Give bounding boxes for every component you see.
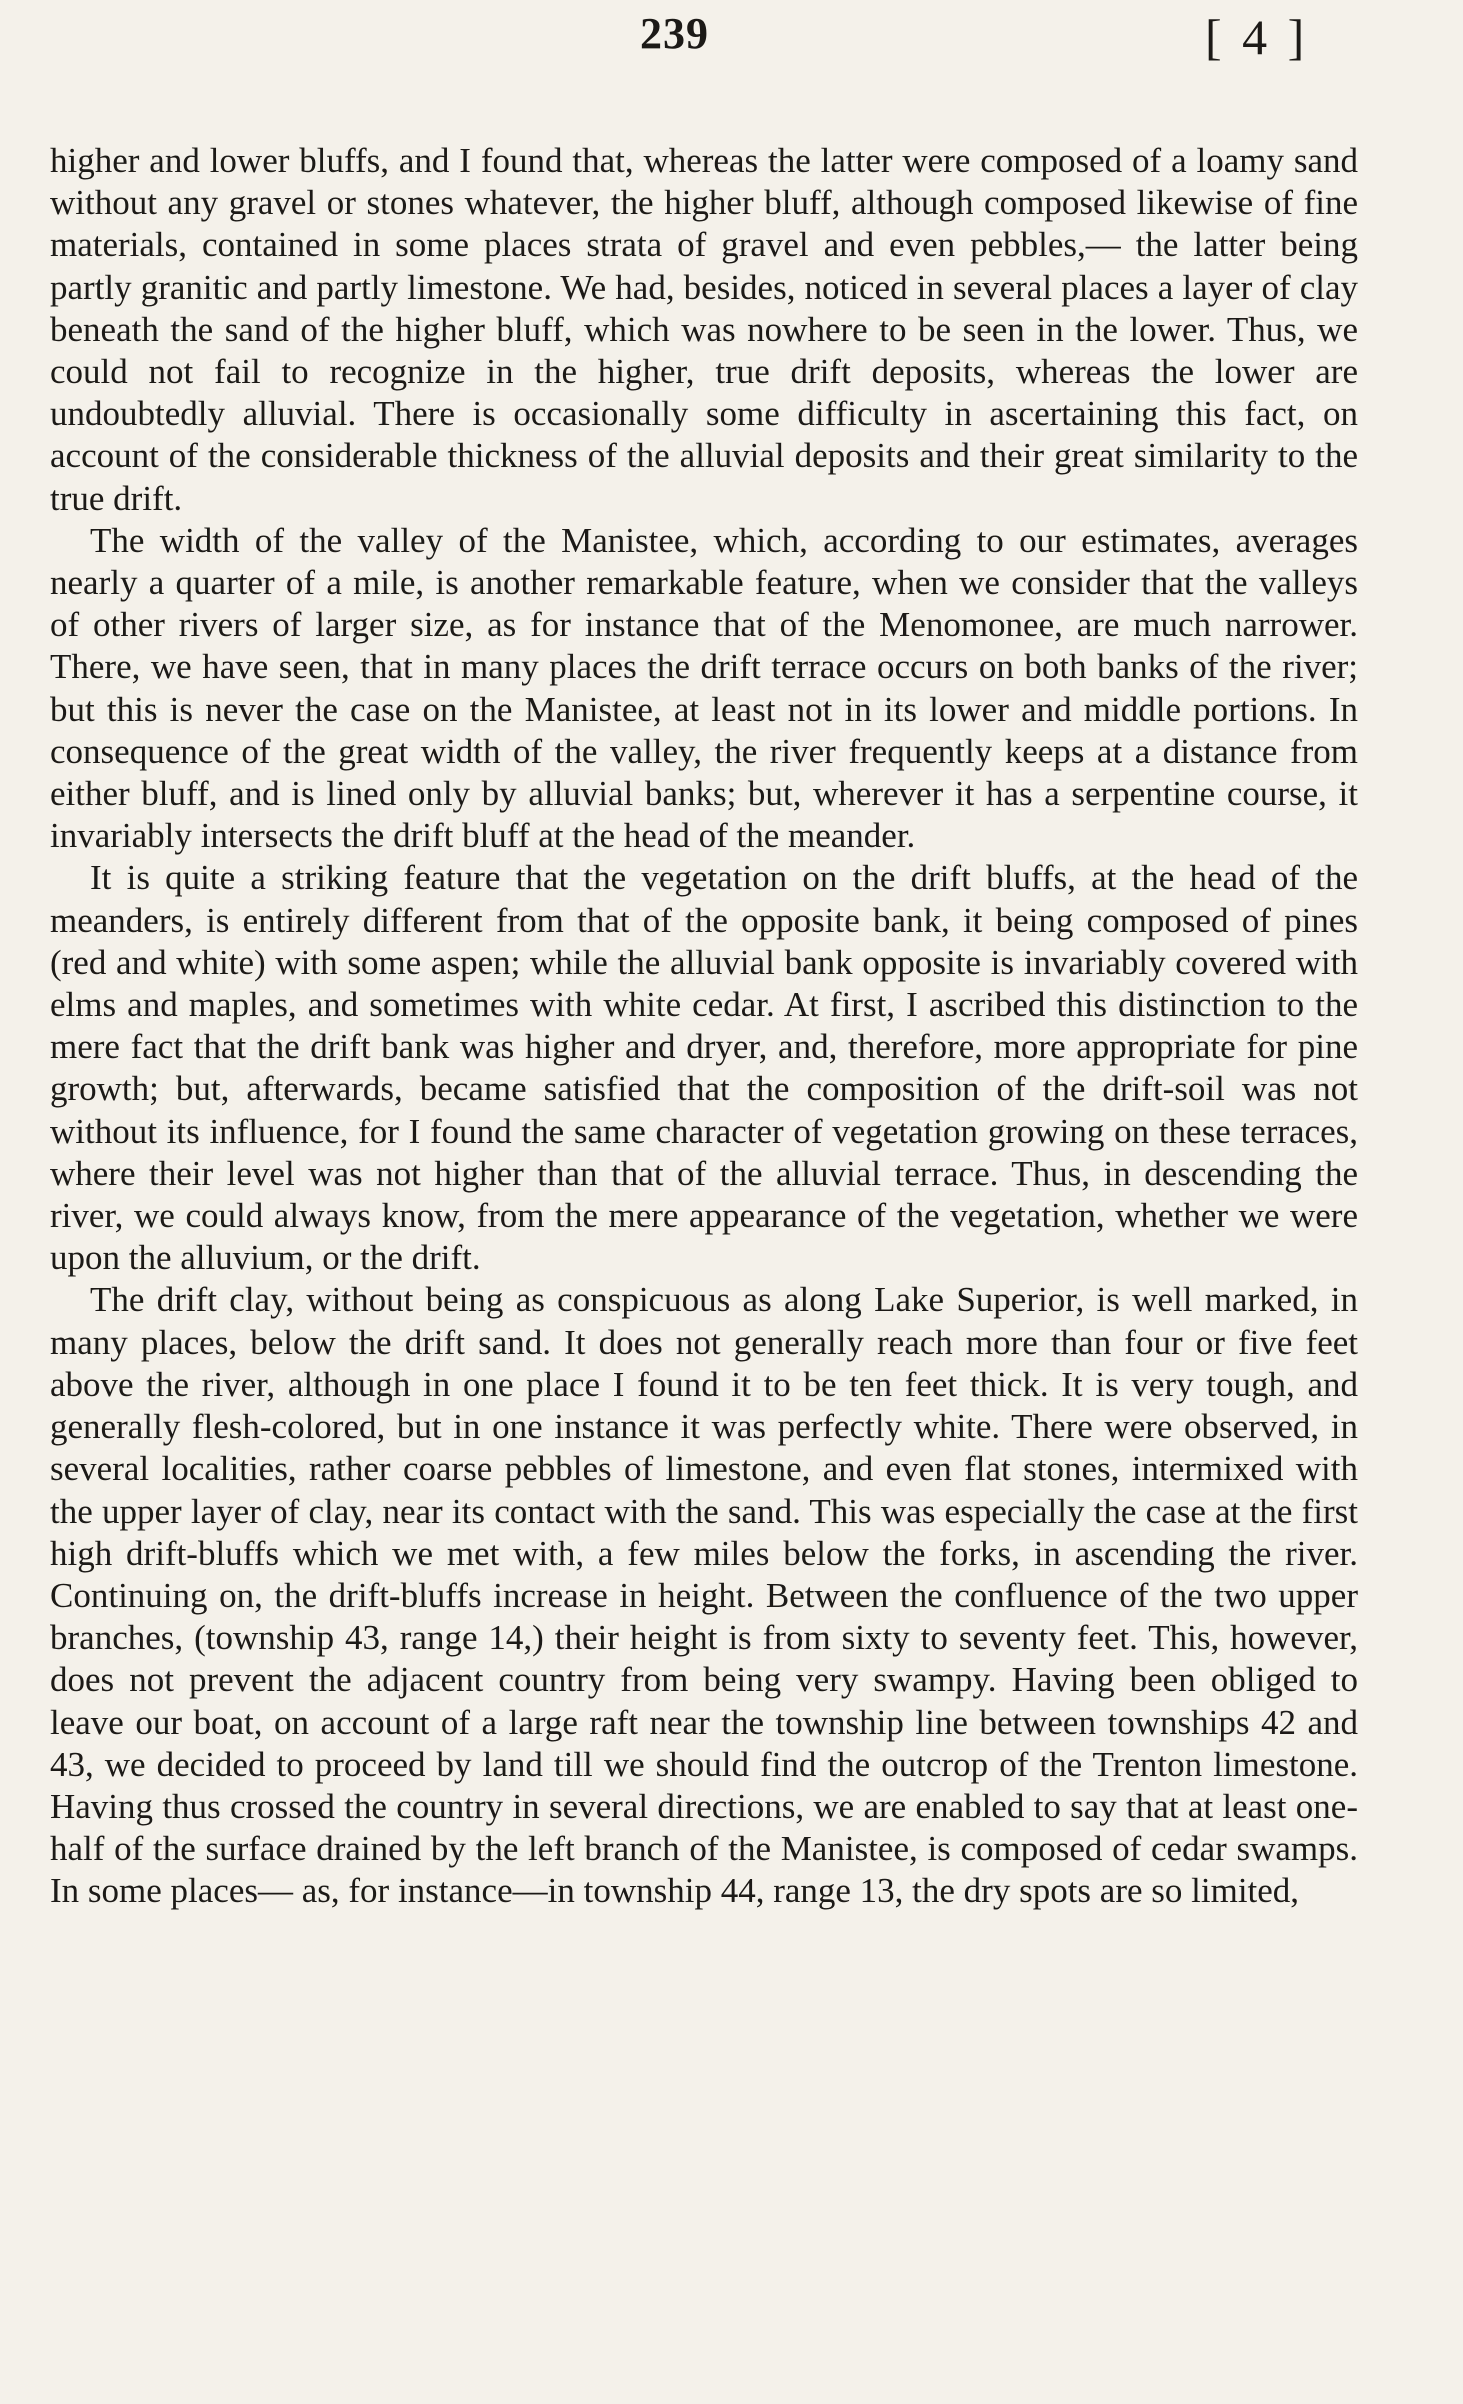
- page-number: 239: [640, 9, 709, 58]
- body-text: [50, 140, 1358, 1913]
- page-header: [0, 8, 1463, 78]
- paragraph-4: The drift clay, without being as conspicuous as along Lake Superior, is well marked, in many places, below the drift sand. It does not generally reach more than four or five feet above the river, although in one place I found it to be ten feet thick. It is very tough, and generally flesh-colored, but in one instance it was perfectly white. There were observed, in several localities, rather coarse pebbles of limestone, and even flat stones, intermixed with the upper layer of clay, near its contact with the sand. This was especially the case at the first high drift-bluffs which we met with, a few miles below the forks, in ascending the river. Continuing on, the drift-bluffs increase in height. Between the confluence of the two upper branches, (township 43, range 14,) their height is from sixty to seventy feet. This, however, does not prevent the adjacent country from being very swampy. Having been obliged to leave our boat, on account of a large raft near the township line between townships 42 and 43, we decided to proceed by land till we should find the outcrop of the Trenton limestone. Having thus crossed the country in several directions, we are enabled to say that at least one-half of the surface drained by the left branch of the Manistee, is composed of cedar swamps. In some places— as, for instance—in township 44, range 13, the dry spots are so limited,: [50, 1280, 1358, 1911]
- paragraph-3: It is quite a striking feature that the vegetation on the drift bluffs, at the head of the meanders, is entirely different from that of the opposite bank, it being composed of pines (red and white) with some aspen; while the alluvial bank opposite is invariably covered with elms and maples, and sometimes with white cedar. At first, I ascribed this distinction to the mere fact that the drift bank was higher and dryer, and, therefore, more appropriate for pine growth; but, afterwards, became satisfied that the composition of the drift-soil was not without its influence, for I found the same character of vegetation growing on these terraces, where their level was not higher than that of the alluvial terrace. Thus, in descending the river, we could always know, from the mere appearance of the vegetation, whether we were upon the alluvium, or the drift.: [50, 858, 1358, 1278]
- paragraph-1: higher and lower bluffs, and I found that, whereas the latter were composed of a loamy sand without any gravel or stones whatever, the higher bluff, although composed likewise of fine materials, contained in some places strata of gravel and even pebbles,— the latter being partly granitic and partly limestone. We had, besides, noticed in several places a layer of clay beneath the sand of the higher bluff, which was nowhere to be seen in the lower. Thus, we could not fail to recognize in the higher, true drift deposits, whereas the lower are undoubtedly alluvial. There is occasionally some difficulty in ascertaining this fact, on account of the considerable thickness of the alluvial deposits and their great similarity to the true drift.: [50, 141, 1358, 518]
- section-mark: [ 4 ]: [1205, 9, 1309, 65]
- paragraph-2: The width of the valley of the Manistee, which, according to our estimates, averages nearly a quarter of a mile, is another remarkable feature, when we consider that the valleys of other rivers of larger size, as for instance that of the Menomonee, are much narrower. There, we have seen, that in many places the drift terrace occurs on both banks of the river; but this is never the case on the Manistee, at least not in its lower and middle portions. In consequence of the great width of the valley, the river frequently keeps at a distance from either bluff, and is lined only by alluvial banks; but, wherever it has a serpentine course, it invariably intersects the drift bluff at the head of the meander.: [50, 520, 1358, 856]
